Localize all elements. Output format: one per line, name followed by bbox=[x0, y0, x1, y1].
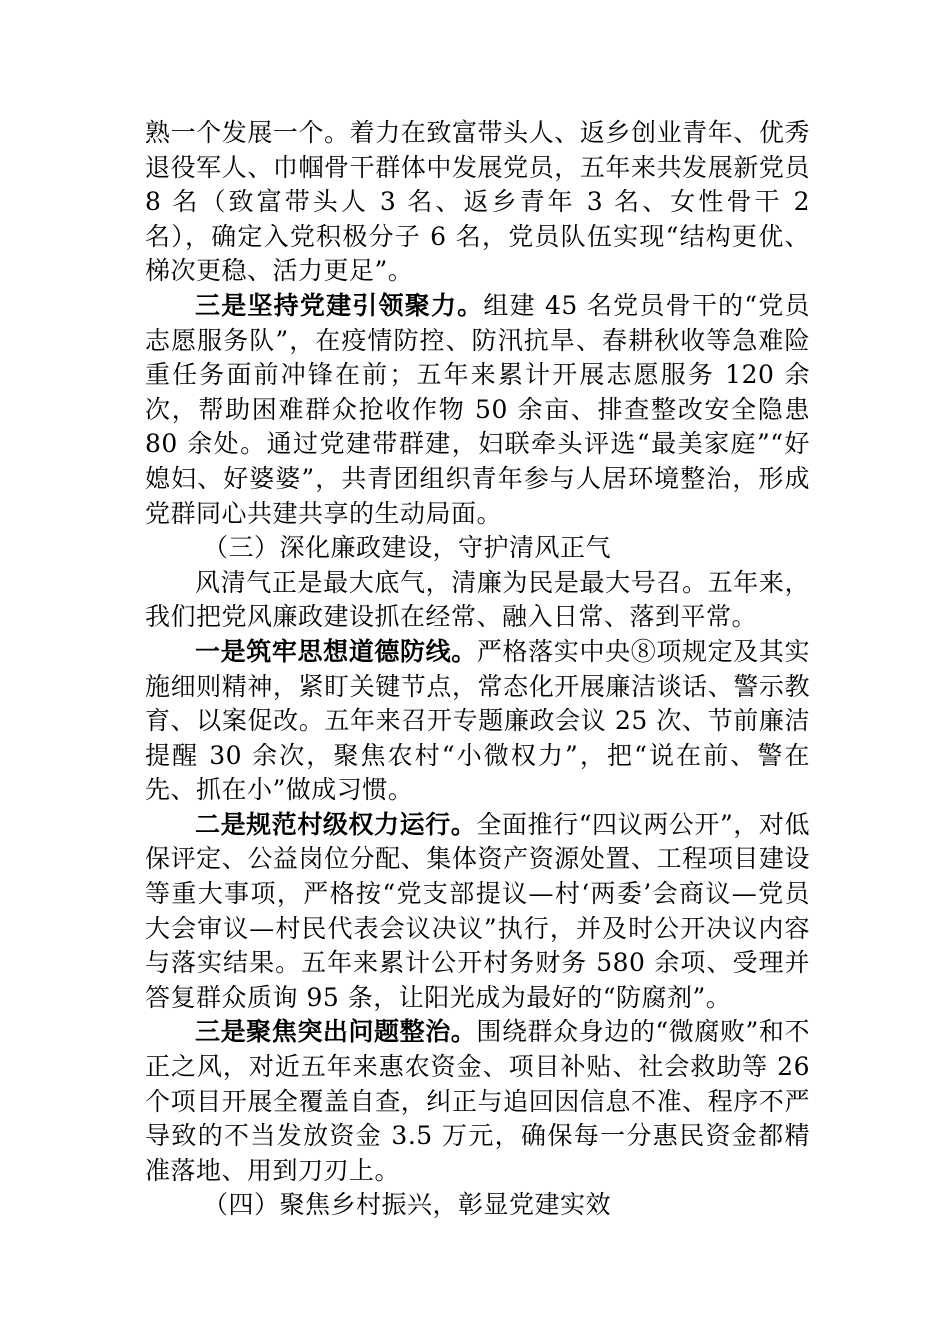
document-body bbox=[145, 116, 810, 1223]
section-heading-integrity: （三）深化廉政建设，守护清风正气 bbox=[203, 533, 612, 563]
paragraph-text: 熟一个发展一个。着力在致富带头人、返乡创业青年、优秀退役军人、巾帼骨干群体中发展党员，五年来共发展新党员 8 名（致富带头人 3 名、返乡青年 3 名、女性骨干 2 名），确定入党积极分子 6 名，党员队伍实现“结构更优、梯次更稳、活力更足”。 bbox=[145, 118, 810, 286]
paragraph-power-regulation bbox=[145, 808, 810, 1016]
paragraph-text: 风清气正是最大底气，清廉为民是最大号召。五年来，我们把党风廉政建设抓在经常、融入日常、落到平常。 bbox=[145, 567, 810, 632]
paragraph-text: 围绕群众身边的“微腐败”和不正之风，对近五年来惠农资金、项目补贴、社会救助等 26 个项目开展全覆盖自查，纠正与追回因信息不准、程序不严导致的不当发放资金 3.5 万元，确保每一分惠民资金都精准落地、用到刀刃上。 bbox=[145, 1017, 810, 1185]
paragraph-party-leadership bbox=[145, 289, 810, 531]
paragraph-text: 严格落实中央⑧项规定及其实施细则精神，紧盯关键节点，常态化开展廉洁谈话、警示教育、以案促改。五年来召开专题廉政会议 25 次、节前廉洁提醒 30 余次，聚焦农村“小微权力”，把“说在前、警在先、抓在小”做成习惯。 bbox=[145, 636, 810, 805]
paragraph-moral-defense bbox=[145, 635, 810, 808]
paragraph-party-development-continued bbox=[145, 116, 810, 289]
paragraph-lead: 二是规范村级权力运行。 bbox=[195, 809, 477, 839]
paragraph-integrity-intro bbox=[145, 566, 810, 635]
paragraph-lead: 三是聚焦突出问题整治。 bbox=[195, 1017, 477, 1047]
paragraph-text: 全面推行“四议两公开”，对低保评定、公益岗位分配、集体资产资源处置、工程项目建设等重大事项，严格按“党支部提议—村‘两委’会商议—党员大会审议—村民代表会议决议”执行，并及时公开决议内容与落实结果。五年来累计公开村务财务 580 余项、受理并答复群众质询 95 条，让阳光成为最好的“防腐剂”。 bbox=[145, 809, 810, 1012]
paragraph-problem-rectification bbox=[145, 1015, 810, 1188]
paragraph-lead: 一是筑牢思想道德防线。 bbox=[195, 636, 477, 666]
section-heading-rural-revitalization: （四）聚焦乡村振兴，彰显党建实效 bbox=[203, 1190, 612, 1220]
paragraph-text: 组建 45 名党员骨干的“党员志愿服务队”，在疫情防控、防汛抗旱、春耕秋收等急难险重任务面前冲锋在前；五年来累计开展志愿服务 120 余次，帮助困难群众抢收作物 50 余亩、排查整改安全隐患 80 余处。通过党建带群建，妇联牵头评选“最美家庭”“好媳妇、好婆婆”，共青团组织青年参与人居环境整治，形成党群同心共建共享的生动局面。 bbox=[145, 290, 810, 528]
paragraph-lead: 三是坚持党建引领聚力。 bbox=[195, 290, 484, 320]
